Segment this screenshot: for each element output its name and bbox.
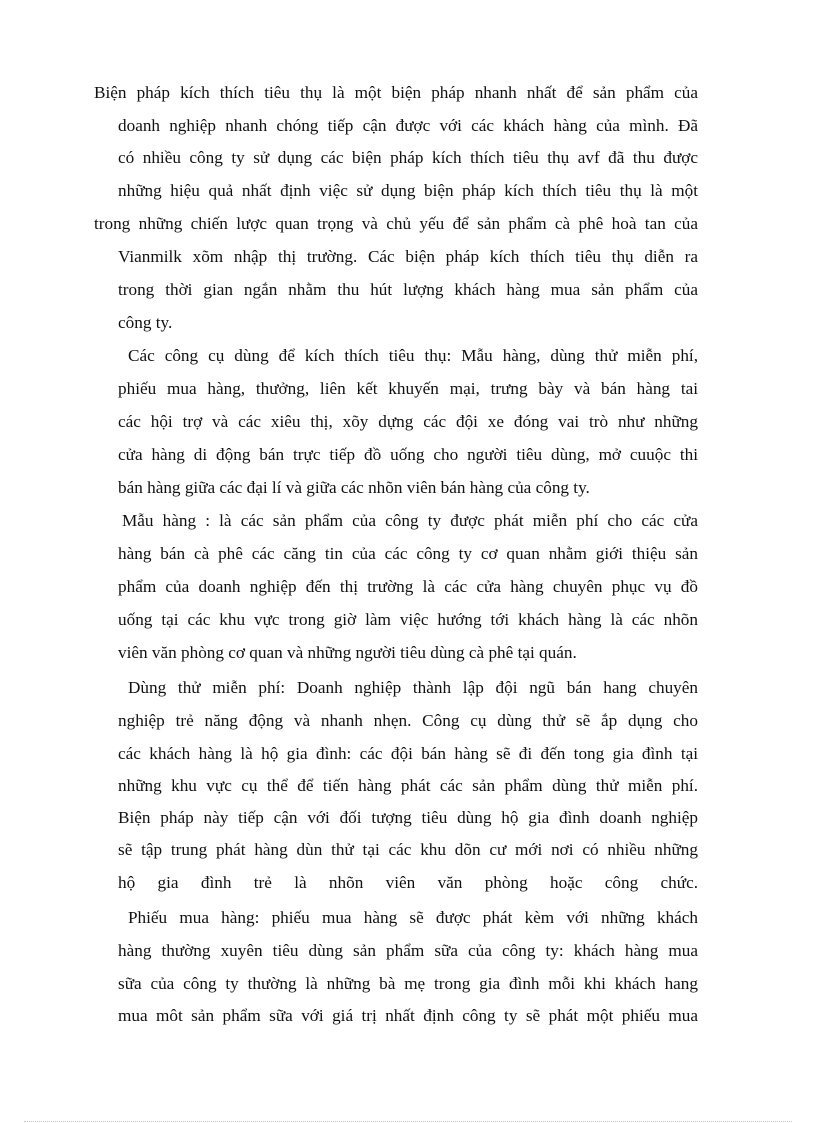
paragraph-line: Các công cụ dùng để kích thích tiêu thụ: Mẫu hàng, dùng thử miễn phí, [128, 346, 698, 365]
paragraph-line: nghiệp trẻ năng động và nhanh nhẹn. Công cụ dùng thử sẽ ắp dụng cho [118, 711, 698, 730]
paragraph-line: doanh nghiệp nhanh chóng tiếp cận được với các khách hàng của mình. Đã [118, 116, 698, 135]
paragraph-line: sẽ tập trung phát hàng dùn thử tại các khu dõn cư mới nơi có nhiều những [118, 840, 698, 859]
paragraph-line: những hiệu quả nhất định việc sử dụng biện pháp kích thích tiêu thụ là một [118, 181, 698, 200]
paragraph-line: hàng thường xuyên tiêu dùng sản phẩm sữa của công ty: khách hàng mua [118, 941, 698, 960]
paragraph-line: mua môt sản phẩm sữa với giá trị nhất định công ty sẽ phát một phiếu mua [118, 1006, 698, 1025]
paragraph-line: hàng bán cà phê các căng tin của các công ty cơ quan nhằm giới thiệu sản [118, 544, 698, 563]
paragraph-line: Biện pháp kích thích tiêu thụ là một biện pháp nhanh nhất để sản phẩm của [94, 83, 698, 102]
paragraph-line: Dùng thử miễn phí: Doanh nghiệp thành lập đội ngũ bán hang chuyên [128, 678, 698, 697]
paragraph-line: Vianmilk xõm nhập thị trường. Các biện pháp kích thích tiêu thụ diễn ra [118, 247, 698, 266]
paragraph-line: viên văn phòng cơ quan và những người tiêu dùng cà phê tại quán. [118, 643, 577, 662]
paragraph-line: bán hàng giữa các đại lí và giữa các nhõn viên bán hàng của công ty. [118, 478, 590, 497]
paragraph-line: những khu vực cụ thể để tiến hàng phát các sản phẩm dùng thử miễn phí. [118, 776, 698, 795]
paragraph-line: Phiếu mua hàng: phiếu mua hàng sẽ được phát kèm với những khách [128, 908, 698, 927]
paragraph-line: các hội trợ và các xiêu thị, xõy dựng các đội xe đóng vai trò như những [118, 412, 698, 431]
paragraph-line: hộ gia đình trẻ là nhõn viên văn phòng hoặc công chức. [118, 873, 698, 892]
paragraph-line: có nhiều công ty sử dụng các biện pháp kích thích tiêu thụ avf đã thu được [118, 148, 698, 167]
paragraph-line: trong thời gian ngắn nhằm thu hút lượng khách hàng mua sản phẩm của [118, 280, 698, 299]
paragraph-line: cửa hàng di động bán trực tiếp đồ uống cho người tiêu dùng, mở cuuộc thi [118, 445, 698, 464]
paragraph-line: phẩm của doanh nghiệp đến thị trường là các cửa hàng chuyên phục vụ đồ [118, 577, 698, 596]
paragraph-line: Biện pháp này tiếp cận với đối tượng tiêu dùng hộ gia đình doanh nghiệp [118, 808, 698, 827]
paragraph-line: Mẫu hàng : là các sản phẩm của công ty được phát miễn phí cho các cửa [122, 511, 698, 530]
paragraph-line: công ty. [118, 313, 173, 332]
paragraph-line: sữa của công ty thường là những bà mẹ trong gia đình mỗi khi khách hang [118, 974, 698, 993]
paragraph-line: phiếu mua hàng, thưởng, liên kết khuyến mại, trưng bày và bán hàng tai [118, 379, 698, 398]
paragraph-line: uống tại các khu vực trong giờ làm việc hướng tới khách hàng là các nhõn [118, 610, 698, 629]
paragraph-line: các khách hàng là hộ gia đình: các đội bán hàng sẽ đi đến tong gia đình tại [118, 744, 698, 763]
paragraph-line: trong những chiến lược quan trọng và chủ yếu để sản phẩm cà phê hoà tan của [94, 214, 698, 233]
page-bottom-rule [24, 1121, 792, 1122]
